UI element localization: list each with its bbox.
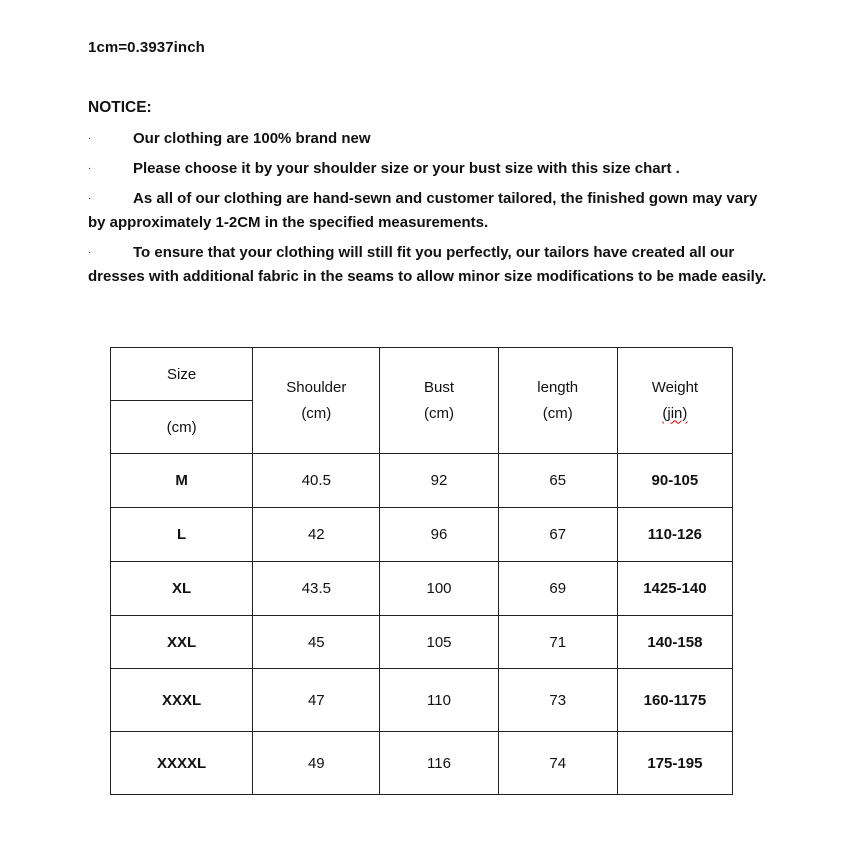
cell-weight: 110-126 bbox=[617, 508, 732, 562]
cell-size: XXL bbox=[111, 616, 253, 669]
table-header-row bbox=[111, 348, 733, 401]
header-size: Size bbox=[111, 348, 253, 401]
cell-weight: 175-195 bbox=[617, 732, 732, 795]
cell-length: 67 bbox=[498, 508, 617, 562]
table-row bbox=[111, 508, 733, 562]
cell-bust: 96 bbox=[380, 508, 498, 562]
cell-size: M bbox=[111, 454, 253, 508]
header-weight: Weight (jin) bbox=[617, 348, 732, 454]
header-bust: Bust (cm) bbox=[380, 348, 498, 454]
cell-size: L bbox=[111, 508, 253, 562]
notice-item-text: As all of our clothing are hand-sewn and customer tailored, the finished gown may vary by approximately 1-2CM in the specified measurements. bbox=[88, 190, 758, 231]
cell-shoulder: 49 bbox=[253, 732, 380, 795]
cell-weight: 90-105 bbox=[617, 454, 732, 508]
table-row bbox=[111, 562, 733, 616]
notice-item bbox=[88, 157, 768, 181]
cell-weight: 140-158 bbox=[617, 616, 732, 669]
cell-shoulder: 40.5 bbox=[253, 454, 380, 508]
cell-bust: 110 bbox=[380, 669, 498, 732]
cell-length: 73 bbox=[498, 669, 617, 732]
cell-size: XXXL bbox=[111, 669, 253, 732]
notice-item-text: Please choose it by your shoulder size or your bust size with this size chart . bbox=[133, 160, 680, 177]
notice-item bbox=[88, 187, 768, 235]
table-row bbox=[111, 669, 733, 732]
header-length: length (cm) bbox=[498, 348, 617, 454]
header-shoulder: Shoulder (cm) bbox=[253, 348, 380, 454]
notice-title: NOTICE: bbox=[88, 99, 152, 116]
cell-bust: 100 bbox=[380, 562, 498, 616]
unit-conversion-note: 1cm=0.3937inch bbox=[88, 39, 205, 56]
table-row bbox=[111, 616, 733, 669]
cell-bust: 116 bbox=[380, 732, 498, 795]
cell-bust: 92 bbox=[380, 454, 498, 508]
cell-weight: 160-1175 bbox=[617, 669, 732, 732]
cell-length: 74 bbox=[498, 732, 617, 795]
cell-shoulder: 47 bbox=[253, 669, 380, 732]
bullet-icon: · bbox=[88, 163, 92, 174]
notice-item bbox=[88, 127, 768, 151]
cell-shoulder: 42 bbox=[253, 508, 380, 562]
cell-size: XXXXL bbox=[111, 732, 253, 795]
bullet-icon: · bbox=[88, 247, 92, 258]
notice-item-text: To ensure that your clothing will still fit you perfectly, our tailors have created all our dresses with additional fabric in the seams to allow minor size modifications to be made easily. bbox=[88, 244, 767, 285]
table-row bbox=[111, 454, 733, 508]
cell-bust: 105 bbox=[380, 616, 498, 669]
bullet-icon: · bbox=[88, 193, 92, 204]
cell-length: 71 bbox=[498, 616, 617, 669]
bullet-icon: · bbox=[88, 133, 92, 144]
cell-shoulder: 45 bbox=[253, 616, 380, 669]
size-chart-table bbox=[110, 347, 733, 795]
notice-item-text: Our clothing are 100% brand new bbox=[133, 130, 371, 147]
cell-length: 69 bbox=[498, 562, 617, 616]
cell-shoulder: 43.5 bbox=[253, 562, 380, 616]
cell-size: XL bbox=[111, 562, 253, 616]
table-row bbox=[111, 732, 733, 795]
cell-weight: 1425-140 bbox=[617, 562, 732, 616]
header-size-unit: (cm) bbox=[111, 401, 253, 454]
cell-length: 65 bbox=[498, 454, 617, 508]
notice-item bbox=[88, 241, 768, 289]
